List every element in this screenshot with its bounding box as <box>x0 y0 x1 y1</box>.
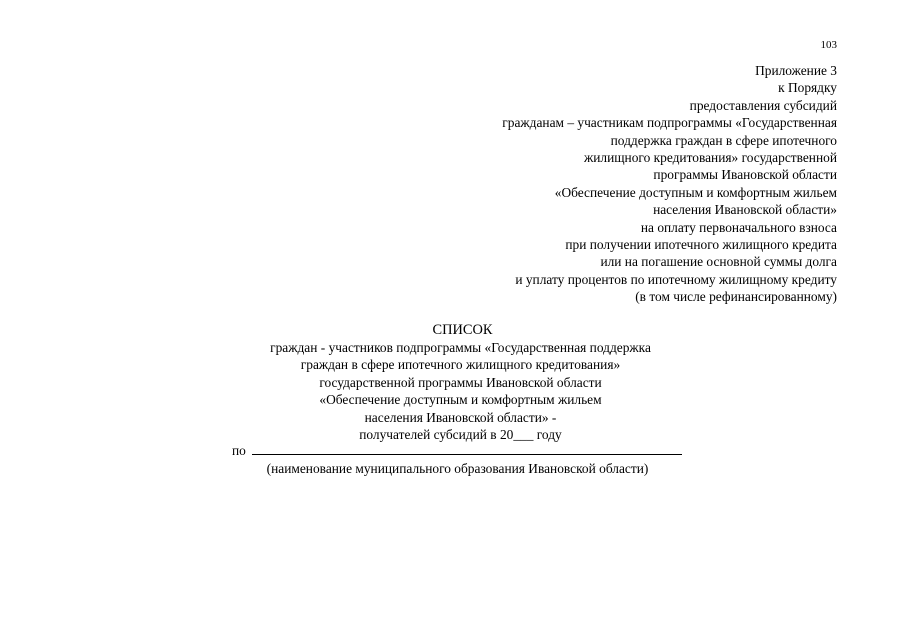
appendix-line: или на погашение основной суммы долга <box>600 254 837 270</box>
appendix-line: программы Ивановской области <box>653 167 837 183</box>
appendix-line: на оплату первоначального взноса <box>640 219 837 235</box>
list-description <box>0 339 905 443</box>
appendix-line: поддержка граждан в сфере ипотечного <box>610 132 837 148</box>
municipality-caption: (наименование муниципального образования Ивановской области) <box>266 461 649 476</box>
appendix-line: предоставления субсидий <box>689 97 837 113</box>
appendix-line: при получении ипотечного жилищного кредита <box>565 237 837 253</box>
appendix-line: Приложение 3 <box>755 63 837 78</box>
appendix-line: жилищного кредитования» государственной <box>583 150 837 166</box>
list-description-line: граждан - участников подпрограммы «Государственная поддержка <box>270 340 651 355</box>
list-description-line: граждан в сфере ипотечного жилищного кредитования» <box>300 357 621 373</box>
appendix-line: населения Ивановской области» <box>653 202 837 218</box>
list-description-line: «Обеспечение доступным и комфортным жильем <box>319 392 602 408</box>
municipality-blank-line <box>252 442 682 455</box>
list-description-line: населения Ивановской области» - <box>364 409 557 425</box>
list-description-line: получателей субсидий в 20___ году <box>359 427 562 443</box>
appendix-header <box>417 62 837 306</box>
list-title: СПИСОК <box>432 322 493 338</box>
appendix-line: к Порядку <box>778 80 837 96</box>
po-label: по <box>232 443 246 458</box>
appendix-line: гражданам – участникам подпрограммы «Государственная <box>502 115 837 131</box>
page-number: 103 <box>820 39 837 51</box>
appendix-line: «Обеспечение доступным и комфортным жильем <box>554 184 837 200</box>
appendix-line: (в том числе рефинансированному) <box>635 289 837 305</box>
list-description-line: государственной программы Ивановской области <box>319 374 602 390</box>
municipality-fill-row <box>232 442 682 459</box>
appendix-line: и уплату процентов по ипотечному жилищному кредиту <box>515 271 837 287</box>
